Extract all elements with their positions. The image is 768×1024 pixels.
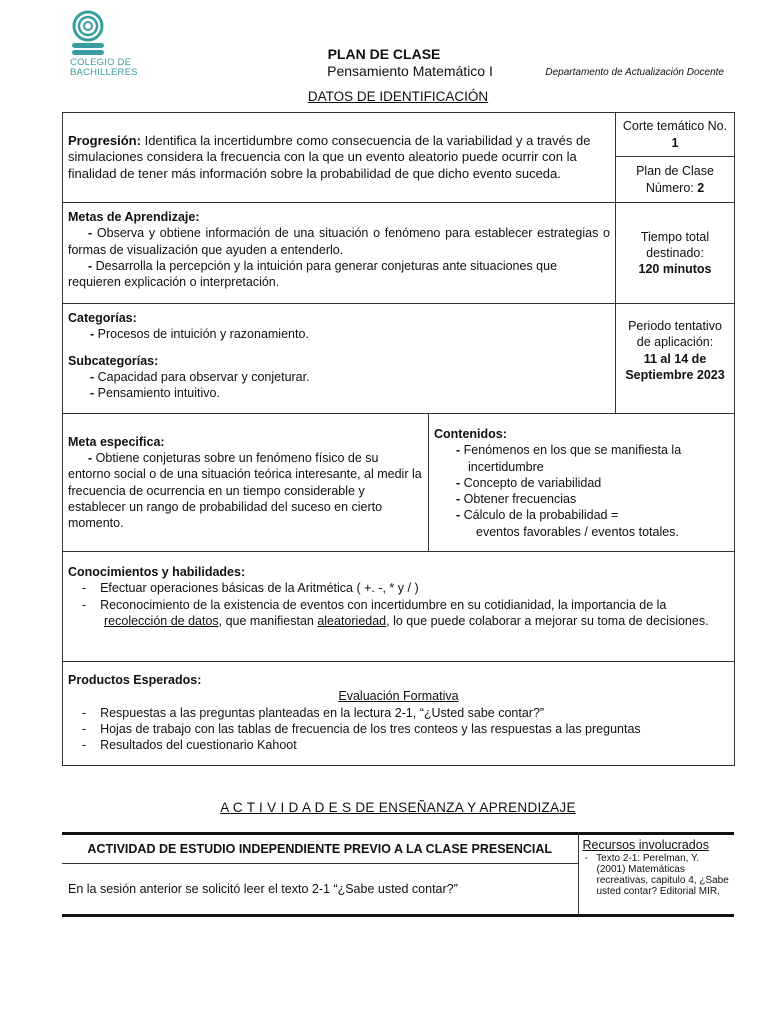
contenido-item-text: Obtener frecuencias bbox=[463, 492, 577, 506]
contenido-item: - Obtener frecuencias bbox=[456, 492, 577, 506]
meta-especifica-label: Meta especifica: bbox=[68, 434, 165, 449]
tiempo-label: Tiempo total destinado: bbox=[640, 229, 710, 260]
actividad-heading: ACTIVIDAD DE ESTUDIO INDEPENDIENTE PREVIO A LA CLASE PRESENCIAL bbox=[62, 834, 578, 864]
producto-item-text: Respuestas a las preguntas planteadas en la lectura 2-1, “¿Usted sabe contar?” bbox=[100, 705, 545, 720]
section-title-identificacion: DATOS DE IDENTIFICACIÓN bbox=[307, 89, 489, 104]
contenido-item: - Fenómenos en los que se manifiesta la incertidumbre bbox=[456, 443, 682, 474]
contenido-item: - Concepto de variabilidad bbox=[456, 475, 602, 490]
progresion-label: Progresión: bbox=[68, 132, 141, 148]
conocimiento-text-b: , que manifiestan bbox=[218, 613, 318, 628]
periodo-label: Periodo tentativo de aplicación: bbox=[628, 319, 722, 350]
conocimiento-item: - Efectuar operaciones básicas de la Aritmética ( +. -, * y / ) bbox=[82, 581, 419, 596]
metas-cell bbox=[63, 203, 616, 304]
producto-item: - Resultados del cuestionario Kahoot bbox=[82, 738, 297, 752]
recursos-title: Recursos involucrados bbox=[582, 838, 709, 852]
subcategoria-item: - Pensamiento intuitivo. bbox=[90, 386, 220, 400]
department-label: Departamento de Actualización Docente bbox=[545, 67, 724, 78]
identification-table bbox=[62, 112, 735, 766]
contenidos-cell bbox=[429, 414, 735, 552]
subcategoria-item-text: Pensamiento intuitivo. bbox=[97, 386, 220, 400]
recursos-cell bbox=[578, 834, 734, 916]
corte-label: Corte temático No. bbox=[622, 119, 728, 134]
actividad-text: En la sesión anterior se solicitó leer el texto 2-1 “¿Sabe usted contar?” bbox=[68, 881, 458, 896]
meta-especifica-cell bbox=[63, 414, 429, 552]
contenido-item: - Cálculo de la probabilidad = bbox=[456, 508, 619, 523]
conocimiento-item: - Reconocimiento de la existencia de eventos con incertidumbre en su cotidianidad, la importancia de la recolección de datos, que manifiestan aleatoriedad, lo que puede colaborar a mejorar su toma de decisiones. bbox=[82, 597, 709, 628]
plan-cell bbox=[616, 157, 735, 203]
conocimiento-text-a: Reconocimiento de la existencia de eventos con incertidumbre en su cotidianidad, la importancia de la bbox=[100, 597, 667, 612]
contenido-formula: eventos favorables / eventos totales. bbox=[476, 524, 679, 539]
recurso-item-text: Texto 2-1: Perelman, Y. (2001) Matemáticas recreativas, capitulo 4, ¿Sabe usted contar? Editorial MIR. bbox=[596, 853, 729, 898]
meta-item-text: Observa y obtiene información de una situación o fenómeno para establecer estrategias o formas de visualización que ayuden a entenderlo. bbox=[68, 226, 610, 257]
meta-especifica-text: Obtiene conjeturas sobre un fenómeno físico de su entorno social o de una situación teórica interesante, al medir la frecuencia de ocurrencia en un tiempo considerable y establecer un rango de probabilidad del suceso en cierto momento. bbox=[68, 451, 422, 530]
conocimiento-text-c: , lo que puede colaborar a mejorar su toma de decisiones. bbox=[386, 613, 709, 628]
recoleccion-datos-term: recolección de datos bbox=[104, 613, 219, 628]
contenido-item-text: Concepto de variabilidad bbox=[463, 475, 602, 490]
progresion-text: Identifica la incertidumbre como consecuencia de la variabilidad y a través de simulaciones considera la frecuencia con la que un evento aleatorio puede ocurrir con la finalidad de tener más información sobre la probabilidad de que dicho evento suceda. bbox=[68, 132, 591, 181]
productos-label: Productos Esperados: bbox=[68, 673, 202, 687]
evaluacion-formativa: Evaluación Formativa bbox=[338, 689, 459, 704]
actividades-title: A C T I V I D A D E S DE ENSEÑANZA Y APRENDIZAJE bbox=[220, 800, 576, 815]
categoria-item-text: Procesos de intuición y razonamiento. bbox=[97, 327, 309, 342]
conocimiento-item-text: Efectuar operaciones básicas de la Aritmética ( +. -, * y / ) bbox=[100, 581, 419, 596]
contenidos-label: Contenidos: bbox=[434, 427, 507, 441]
productos-cell bbox=[63, 662, 735, 766]
document-title: PLAN DE CLASE bbox=[327, 46, 441, 62]
tiempo-value: 120 minutos bbox=[638, 262, 712, 277]
plan-label: Plan de Clase Número: bbox=[636, 164, 714, 195]
categorias-label: Categorías: bbox=[68, 311, 137, 325]
corte-value: 1 bbox=[671, 135, 679, 150]
actividades-table bbox=[62, 832, 734, 917]
progresion-cell bbox=[63, 113, 616, 203]
meta-item: - Observa y obtiene información de una situación o fenómeno para establecer estrategias o formas de visualización que ayuden a entenderlo. bbox=[68, 226, 610, 257]
categoria-item: - Procesos de intuición y razonamiento. bbox=[90, 327, 309, 342]
subcategorias-label: Subcategorías: bbox=[68, 353, 159, 368]
producto-item: - Hojas de trabajo con las tablas de frecuencia de los tres conteos y las respuestas a las preguntas bbox=[82, 721, 641, 736]
tiempo-cell bbox=[616, 203, 735, 304]
corte-cell bbox=[616, 113, 735, 157]
metas-label: Metas de Aprendizaje: bbox=[68, 210, 200, 224]
contenido-item-text: Cálculo de la probabilidad = bbox=[463, 508, 619, 523]
meta-item: - Desarrolla la percepción y la intuición para generar conjeturas ante situaciones que requieren explicación o interpretación. bbox=[68, 258, 558, 289]
contenido-item-text: Fenómenos en los que se manifiesta la incertidumbre bbox=[463, 443, 682, 474]
document-subtitle: Pensamiento Matemático I bbox=[327, 63, 493, 79]
conocimientos-label: Conocimientos y habilidades: bbox=[68, 565, 246, 579]
plan-value: 2 bbox=[697, 180, 705, 195]
producto-item-text: Hojas de trabajo con las tablas de frecuencia de los tres conteos y las respuestas a las preguntas bbox=[100, 721, 641, 736]
periodo-value: 11 al 14 de Septiembre 2023 bbox=[625, 351, 725, 382]
aleatoriedad-term: aleatoriedad bbox=[317, 613, 387, 628]
recurso-item: - Texto 2-1: Perelman, Y. (2001) Matemáticas recreativas, capitulo 4, ¿Sabe usted contar? Editorial MIR. bbox=[584, 853, 729, 898]
meta-item-text: Desarrolla la percepción y la intuición para generar conjeturas ante situaciones que requieren explicación o interpretación. bbox=[68, 258, 558, 289]
subcategoria-item: - Capacidad para observar y conjeturar. bbox=[90, 369, 310, 384]
producto-item: - Respuestas a las preguntas planteadas en la lectura 2-1, “¿Usted sabe contar?” bbox=[82, 705, 545, 720]
producto-item-text: Resultados del cuestionario Kahoot bbox=[100, 738, 297, 752]
meta-especifica-item: - Obtiene conjeturas sobre un fenómeno físico de su entorno social o de una situación teórica interesante, al medir la frecuencia de ocurrencia en un tiempo considerable y establecer un rango de probabilidad del suceso en cierto momento. bbox=[68, 451, 422, 530]
logo-text-line2: BACHILLERES bbox=[70, 67, 138, 78]
conocimientos-cell bbox=[63, 552, 735, 662]
subcategoria-item-text: Capacidad para observar y conjeturar. bbox=[97, 369, 310, 384]
categorias-cell bbox=[63, 304, 616, 414]
logo-text-line1: COLEGIO DE bbox=[70, 57, 132, 68]
periodo-cell bbox=[616, 304, 735, 414]
